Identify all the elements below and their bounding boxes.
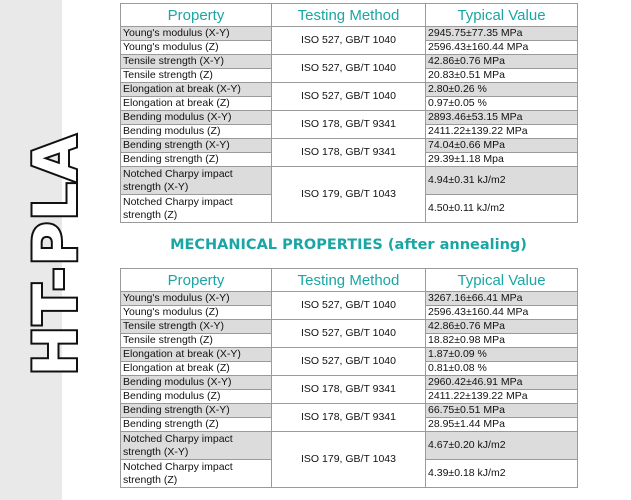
table-row (121, 292, 578, 306)
value-cell: 66.75±0.51 MPa (426, 404, 578, 418)
table-row (121, 139, 578, 153)
value-cell: 2411.22±139.22 MPa (426, 390, 578, 404)
method-cell: ISO 178, GB/T 9341 (272, 376, 426, 404)
value-cell: 0.81±0.08 % (426, 362, 578, 376)
method-cell: ISO 527, GB/T 1040 (272, 27, 426, 55)
property-cell: Bending strength (X-Y) (121, 404, 272, 418)
table-row (121, 27, 578, 41)
property-cell: Notched Charpy impact strength (Z) (121, 460, 272, 488)
table-row (121, 167, 578, 195)
property-cell: Notched Charpy impact strength (X-Y) (121, 432, 272, 460)
value-cell: 28.95±1.44 MPa (426, 418, 578, 432)
value-cell: 4.94±0.31 kJ/m2 (426, 167, 578, 195)
property-cell: Young's modulus (Z) (121, 306, 272, 320)
value-cell: 2893.46±53.15 MPa (426, 111, 578, 125)
value-cell: 42.86±0.76 MPa (426, 320, 578, 334)
method-cell: ISO 179, GB/T 1043 (272, 432, 426, 488)
property-cell: Elongation at break (Z) (121, 97, 272, 111)
value-cell: 2.80±0.26 % (426, 83, 578, 97)
product-title: HT-PLA (21, 134, 91, 376)
method-cell: ISO 527, GB/T 1040 (272, 348, 426, 376)
table-row (121, 432, 578, 460)
value-cell: 42.86±0.76 MPa (426, 55, 578, 69)
table-header-row (121, 4, 578, 27)
value-cell: 2596.43±160.44 MPa (426, 41, 578, 55)
section-heading-annealed: MECHANICAL PROPERTIES (after annealing) (170, 237, 527, 253)
table-row (121, 111, 578, 125)
table-row (121, 55, 578, 69)
property-cell: Bending strength (Z) (121, 153, 272, 167)
mechanical-properties-table (120, 3, 578, 223)
method-cell: ISO 178, GB/T 9341 (272, 139, 426, 167)
value-cell: 4.67±0.20 kJ/m2 (426, 432, 578, 460)
property-cell: Notched Charpy impact strength (Z) (121, 195, 272, 223)
value-cell: 2411.22±139.22 MPa (426, 125, 578, 139)
table-row (121, 348, 578, 362)
value-cell: 4.50±0.11 kJ/m2 (426, 195, 578, 223)
method-cell: ISO 527, GB/T 1040 (272, 292, 426, 320)
table-row (121, 376, 578, 390)
method-cell: ISO 527, GB/T 1040 (272, 83, 426, 111)
property-cell: Bending modulus (X-Y) (121, 111, 272, 125)
header-value: Typical Value (426, 269, 578, 292)
property-cell: Young's modulus (X-Y) (121, 292, 272, 306)
method-cell: ISO 179, GB/T 1043 (272, 167, 426, 223)
table-row (121, 83, 578, 97)
property-cell: Young's modulus (Z) (121, 41, 272, 55)
value-cell: 20.83±0.51 MPa (426, 69, 578, 83)
value-cell: 18.82±0.98 MPa (426, 334, 578, 348)
property-cell: Bending modulus (Z) (121, 390, 272, 404)
property-cell: Notched Charpy impact strength (X-Y) (121, 167, 272, 195)
annealed-properties-table (120, 268, 578, 488)
value-cell: 2945.75±77.35 MPa (426, 27, 578, 41)
property-cell: Young's modulus (X-Y) (121, 27, 272, 41)
property-cell: Bending strength (X-Y) (121, 139, 272, 153)
property-cell: Elongation at break (Z) (121, 362, 272, 376)
table-row (121, 404, 578, 418)
header-method: Testing Method (272, 4, 426, 27)
value-cell: 0.97±0.05 % (426, 97, 578, 111)
property-cell: Tensile strength (Z) (121, 334, 272, 348)
header-method: Testing Method (272, 269, 426, 292)
value-cell: 2596.43±160.44 MPa (426, 306, 578, 320)
method-cell: ISO 527, GB/T 1040 (272, 320, 426, 348)
property-cell: Tensile strength (X-Y) (121, 320, 272, 334)
property-cell: Bending strength (Z) (121, 418, 272, 432)
table-row (121, 320, 578, 334)
value-cell: 2960.42±46.91 MPa (426, 376, 578, 390)
table-header-row (121, 269, 578, 292)
property-cell: Tensile strength (X-Y) (121, 55, 272, 69)
value-cell: 74.04±0.66 MPa (426, 139, 578, 153)
value-cell: 4.39±0.18 kJ/m2 (426, 460, 578, 488)
property-cell: Bending modulus (X-Y) (121, 376, 272, 390)
header-property: Property (121, 4, 272, 27)
header-property: Property (121, 269, 272, 292)
property-cell: Elongation at break (X-Y) (121, 348, 272, 362)
property-cell: Elongation at break (X-Y) (121, 83, 272, 97)
method-cell: ISO 527, GB/T 1040 (272, 55, 426, 83)
value-cell: 29.39±1.18 Mpa (426, 153, 578, 167)
header-value: Typical Value (426, 4, 578, 27)
value-cell: 1.87±0.09 % (426, 348, 578, 362)
property-cell: Bending modulus (Z) (121, 125, 272, 139)
property-cell: Tensile strength (Z) (121, 69, 272, 83)
value-cell: 3267.16±66.41 MPa (426, 292, 578, 306)
method-cell: ISO 178, GB/T 9341 (272, 404, 426, 432)
method-cell: ISO 178, GB/T 9341 (272, 111, 426, 139)
